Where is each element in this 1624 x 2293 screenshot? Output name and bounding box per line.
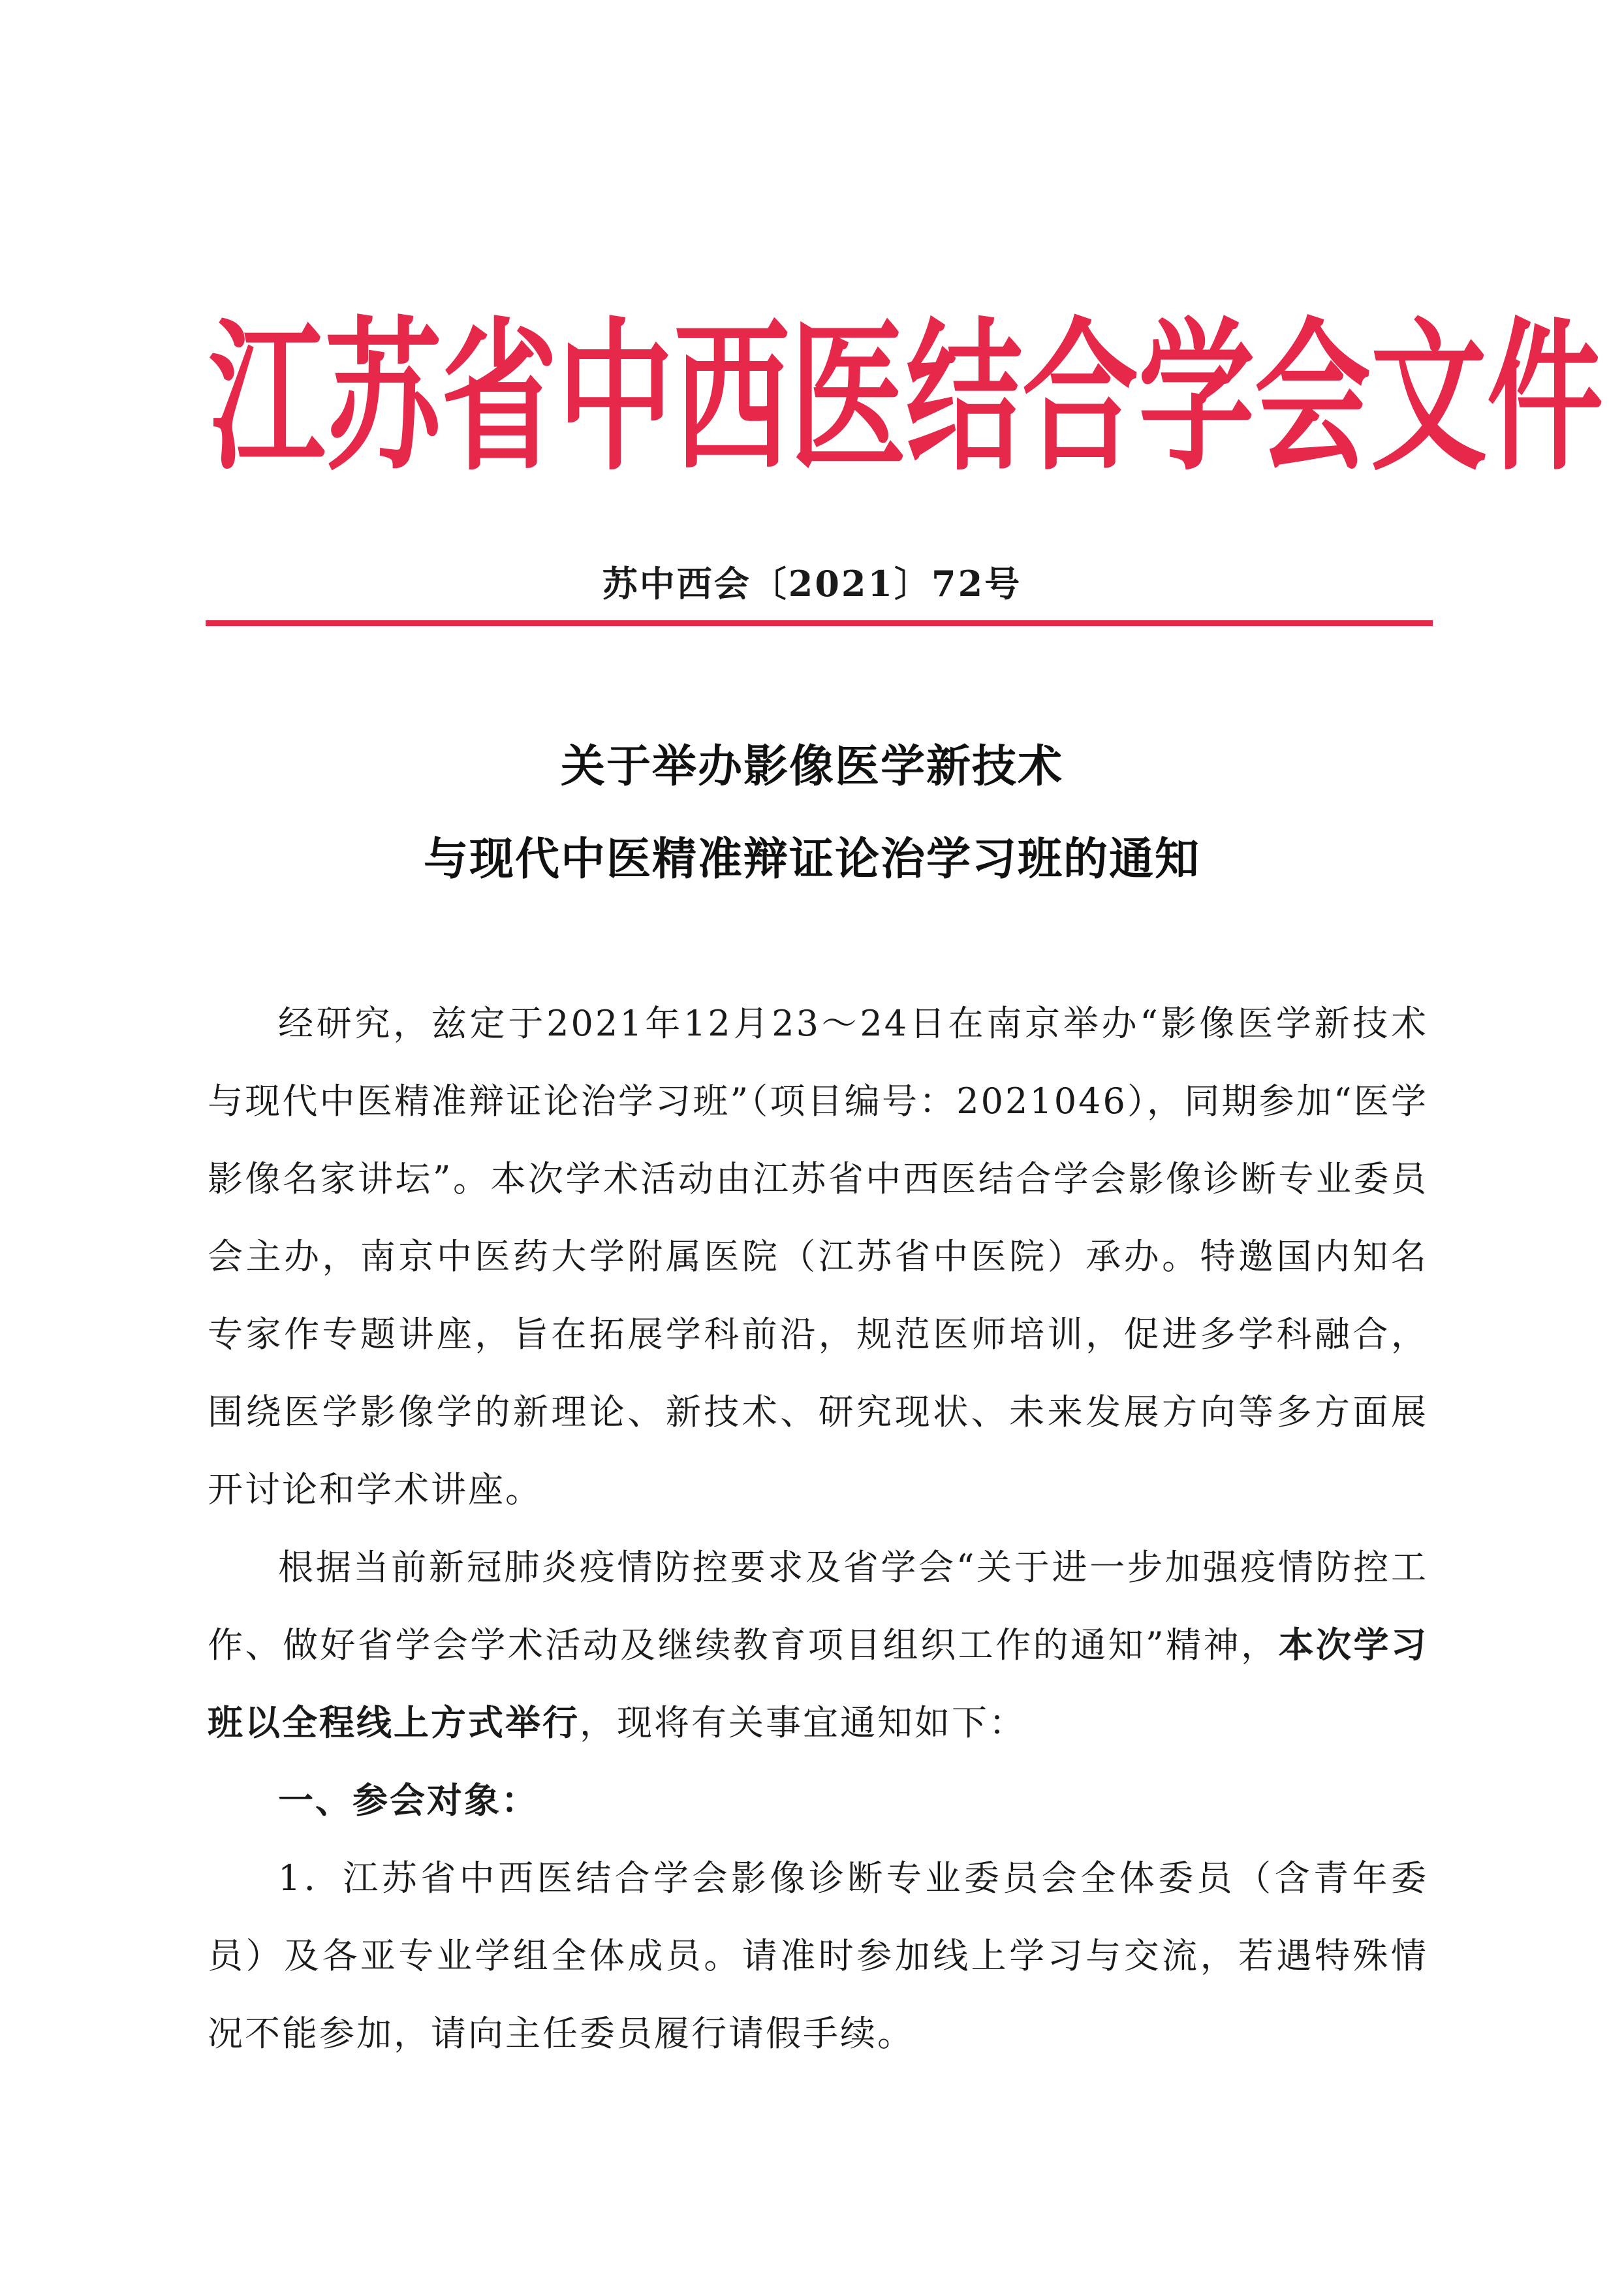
notice-title-line-1: 关于举办影像医学新技术	[560, 741, 1063, 793]
masthead-title	[209, 303, 1603, 493]
paragraph-2-bold-text: 本次学习班以全程线上方式举行	[208, 1624, 1429, 1743]
body-paragraph-2	[208, 1528, 1428, 1762]
paragraph-2-text: 根据当前新冠肺炎疫情防控要求及省学会“关于进一步加强疫情防控工作、做好省学会学术活动及继续教育项目组织工作的通知”精神，	[208, 1547, 1428, 1666]
masthead-char: 西	[674, 303, 790, 493]
masthead-char: 结	[906, 303, 1022, 493]
list-item-1: 1．江苏省中西医结合学会影像诊断专业委员会全体委员（含青年委员）及各亚专业学组全体成员。请准时参加线上学习与交流，若遇特殊情况不能参加，请向主任委员履行请假手续。	[208, 1858, 1428, 2054]
masthead-char: 学	[1138, 303, 1255, 493]
masthead-char: 中	[557, 303, 674, 493]
masthead-char: 文	[1371, 303, 1487, 493]
masthead-char: 苏	[325, 303, 441, 493]
masthead-char: 会	[1255, 303, 1371, 493]
notice-title-line-2: 与现代中医精准辩证论治学习班的通知	[423, 834, 1200, 885]
masthead-char: 江	[209, 303, 325, 493]
masthead-char: 件	[1487, 303, 1603, 493]
masthead-char: 合	[1022, 303, 1138, 493]
masthead-char: 医	[790, 303, 906, 493]
document-number: 苏中西会〔2021〕72号	[602, 563, 1022, 605]
paragraph-2-tail-text: ，现将有关事宜通知如下：	[580, 1702, 1026, 1743]
red-divider-rule	[206, 620, 1433, 626]
body-paragraph-1: 经研究，兹定于2021年12月23～24日在南京举办“影像医学新技术与现代中医精准辩证论治学习班”（项目编号：2021046），同期参加“医学影像名家讲坛”。本次学术活动由江苏省中西医结合学会影像诊断专业委员会主办，南京中医药大学附属医院（江苏省中医院）承办。特邀国内知名专家作专题讲座，旨在拓展学科前沿，规范医师培训，促进多学科融合，围绕医学影像学的新理论、新技术、研究现状、未来发展方向等多方面展开讨论和学术讲座。	[208, 1003, 1428, 1510]
notice-body	[208, 985, 1428, 2072]
section-heading-attendees: 一、参会对象：	[278, 1779, 539, 1821]
masthead-char: 省	[441, 303, 557, 493]
